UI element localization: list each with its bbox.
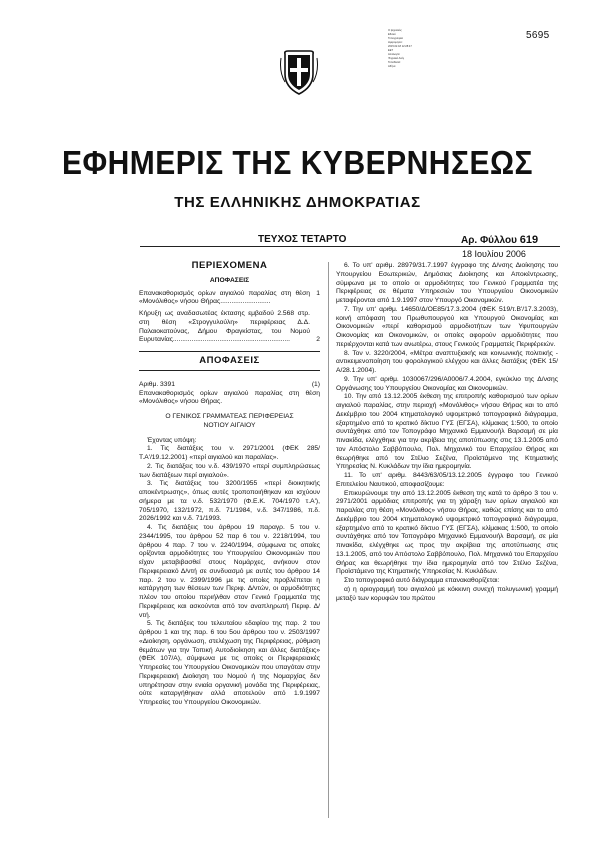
stamp-line: Τυπογραφείο (388, 37, 404, 40)
stamp-line: Ψηφιακό Ανέγ (388, 57, 405, 60)
header-rule (140, 246, 560, 247)
contents-heading: ΠΕΡΙΕΧΟΜΕΝΑ (191, 260, 268, 271)
contents-item-text: Επανακαθορισμός ορίων αιγιαλού παραλίας στη θέση «Μονόλιθος» νήσου Θήρας........................... (139, 289, 310, 306)
contents-item[interactable] (139, 310, 320, 345)
left-column (139, 262, 320, 708)
column-divider (328, 262, 329, 818)
paragraph: Στο τοπογραφικό αυτό διάγραμμα επανακαθορίζεται: (344, 577, 500, 584)
decisions-rule (139, 370, 320, 371)
authority-line: ΝΟΤΙΟΥ ΑΙΓΑΙΟΥ (203, 421, 256, 429)
issue-date: 18 Ιουλίου 2006 (462, 249, 526, 259)
stamp-line: Αθήνα (388, 65, 396, 68)
stamp-line: Ο ψηφιακός (388, 29, 402, 32)
gazette-subtitle: ΤΗΣ ΕΛΛΗΝΙΚΗΣ ΔΗΜΟΚΡΑΤΙΑΣ (174, 194, 421, 211)
decision-subject: Επανακαθορισμός ορίων αιγιαλού παραλίας στη θέση «Μονόλιθος» νήσου Θήρας. (139, 389, 320, 406)
contents-item-page: 1 (316, 289, 320, 297)
page-number: 5695 (526, 30, 550, 41)
paragraph: 6. Το υπ' αριθμ. 28979/31.7.1997 έγγραφο της Δ/νσης Διοίκησης του Υπουργείου Εσωτερικών, Δημόσιας Διοίκησης και Αποκέντρωσης, σύμφωνα με το οποίο οι αρμοδιότητες του Γενικού Γραμματέα της Περιφέρειας σε θέματα Υπηρεσιών του Υπουργείου Οικονομικών μεταφέρονται από 1.9.1997 στον Υπουργό Οικονομικών. (336, 262, 558, 304)
contents-rule (139, 351, 320, 352)
stamp-line: Ημερομηνία: (388, 41, 403, 44)
sheet-number: 619 (519, 234, 539, 246)
sheet-label: Αρ. Φύλλου (461, 235, 517, 246)
contents-item-page: 2 (316, 336, 320, 344)
paragraph: 3. Τις διατάξεις του 3200/1955 «περί διοικητικής αποκέντρωσης», όπως αυτές τροποποιήθηκαν και ισχύουν σήμερα με τα ν.δ. 532/1970 (Φ.Ε.Κ. 704/1970 τ.Α'), 705/1970, 132/1972, π.δ. 71/1984, ν.δ. 347/1986, π.δ. 2026/1992 και ν.δ. 71/1993. (139, 480, 320, 523)
paragraph: α) η οριογραμμή του αιγιαλού με κόκκινη συνεχή πολυγωνική γραμμή μεταξύ των κορυφών του πρώτου (336, 585, 558, 602)
decision-reference (139, 381, 320, 390)
considering-label: Έχοντας υπόψη: (147, 436, 197, 444)
stamp-line: Εθνικό (388, 33, 396, 36)
contents-section-label: ΑΠΟΦΑΣΕΙΣ (209, 276, 250, 284)
paragraph: 5. Τις διατάξεις του τελευταίου εδαφίου της παρ. 2 του άρθρου 1 και της παρ. 6 του 5ου άρθρου του ν. 2503/1997 «Διοίκηση, οργάνωση, στελέχωση της Περιφέρειας, ρύθμιση θεμάτων για την Τοπική Αυτοδιοίκηση και άλλες διατάξεις» (ΦΕΚ 107/Α), σύμφωνα με τις οποίες οι Περιφερειακές Υπηρεσίες του Υπουργείου Οικονομικών που υπαγόταν στην Περιφερειακή Διοίκηση του Νομού ή της Νομαρχίας δεν υπηρέτησαν στην ενιαία οργανική μονάδα της Περιφέρειας, ούτε καταργήθηκαν αλλά αποτελούν από 1.9.1997 Υπηρεσίες του Υπουργείου Οικονομικών. (139, 620, 320, 706)
stamp-line: Τοποθεσία: (388, 61, 401, 64)
issue-label: ΤΕΥΧΟΣ ΤΕΤΑΡΤΟ (258, 234, 347, 245)
paragraph: 4. Τις διατάξεις του άρθρου 19 παραγρ. 5 του ν. 2344/1995, του άρθρου 52 παρ 6 του ν. 2218/1994, του άρθρου 4 παρ. 7 του ν. 2240/1994, σύμφωνα τις οποίες ορίζονται αρμοδιότητες του Υπουργείου Οικονομικών που είχαν μεταβιβασθεί στους Νομάρχες, ανήκουν στον Περιφερειακό Δ/ντή σε συνδυασμό με αυτές του άρθρου 14 παρ. 2 του ν. 2399/1996 με τις οποίες προβλέπεται η κατάργηση των θέσεων των Περιφ. Δ/ντών, οι αρμοδιότητες πλέον του οποίου περιήλθαν στον Γενικό Γραμματέα της Περιφέρειας και ασκούνται από τον αναπληρωτή Περιφ. Δ/ντή. (139, 524, 320, 619)
decisions-heading: ΑΠΟΦΑΣΕΙΣ (199, 355, 260, 366)
right-column (336, 262, 558, 603)
contents-item-text: Κήρυξη ως αναδασωτέας έκτασης εμβαδού 2.568 στρ. στη θέση «Στρογγυλούλη» περιφέρειας Δ.Δ. Παλαιοκατούνας, Δήμου Φραγκίστας, του Νομού Ευρυτανίας............................................................... (139, 310, 310, 344)
decision-marker: (1) (311, 380, 320, 388)
stamp-line: EET (388, 49, 394, 52)
paragraph: 10. Την από 13.12.2005 έκθεση της επιτροπής καθορισμού των ορίων αιγιαλού παραλίας, στην περιοχή «Μονόλιθος» νήσου Θήρας και το από Δεκέμβριο του 2004 κτηματολογικό υψομετρικό τοπογραφικό διάγραμμα, εξαρτημένο από το κρατικό δίκτυο ΓΥΣ (ΕΓΣΑ), κλίμακας 1:500, το οποίο συντάχθηκε από τον Τοπογράφο Μηχανικό Εμμανουήλ Βαρσαμή σε μία πινακίδα, ελέγχθηκε για την ακρίβεια της αποτύπωσης στις 13.1.2005 από τον Απόστολο Σαββόπουλο, Πολ. Μηχανικό του Επαρχείου Θήρας και θεωρήθηκε από τον Στέλιο Σεζένα, Προϊστάμενο της Κτηματικής Υπηρεσίας Ν. Κυκλάδων την ίδια ημερομηνία. (336, 393, 558, 471)
sheet-number-line (461, 234, 538, 246)
paragraph: 7. Την υπ' αριθμ. 14650/Δ/ΟΕ85/17.3.2004 (ΦΕΚ 519/τ.Β'/17.3.2003), κοινή απόφαση του Πρωθυπουργού και Υπουργού Οικονομίας και Οικονομικών «περί καθορισμού αρμοδιοτήτων των Υφυπουργών Οικονομίας και Οικονομικών, οι οποίες αφορούν αρμοδιότητες που περιέρχονται κατά των ανωτέρω, στους Γενικούς Γραμματείς Περιφέρειών. (336, 305, 558, 348)
authority-line: Ο ΓΕΝΙΚΟΣ ΓΡΑΜΜΑΤΕΑΣ ΠΕΡΙΦΕΡΕΙΑΣ (165, 413, 294, 420)
gazette-title: ΕΦΗΜΕΡΙΣ ΤΗΣ ΚΥΒΕΡΝΗΣΕΩΣ (61, 144, 534, 182)
stamp-line: Αιτιολογία: (388, 53, 401, 56)
decision-number: Αριθμ. 3391 (139, 380, 175, 388)
paragraph: 9. Την υπ' αριθμ. 1030067/296/Α0006/7.4.2004, εγκύκλιο της Δ/νσης Οργάνωσης του Υπουργείου Οικονομίας και Οικονομικών. (336, 375, 558, 392)
paragraph: 11. Το υπ' αριθμ. 8443/63/05/13.12.2005 έγγραφο του Γενικού Επιτελείου Ναυτικού, αποφασίζουμε: (336, 472, 558, 488)
paragraph: 8. Τον ν. 3220/2004, «Μέτρα αναπτυξιακής και κοινωνικής πολιτικής - αντικειμενοποίηση του φορολογικού ελέγχου και άλλες διατάξεις (ΦΕΚ 15/Α/28.1.2004). (336, 349, 558, 374)
contents-item[interactable] (139, 290, 320, 308)
stamp-line: 2015.02.18 12:28:47 (388, 45, 412, 48)
paragraph: Επικυρώνουμε την από 13.12.2005 έκθεση της κατά το άρθρο 3 του ν. 2971/2001 αρμόδιας επιτροπής για τη χάραξη των ορίων αιγιαλού και παραλίας στη θέση «Μονόλιθος» νήσου Θήρας, καθώς επίσης και το από Δεκέμβριο του 2004 κτηματολογικό υψομετρικό τοπογραφικό διάγραμμα, εξαρτημένο από το κρατικό δίκτυο ΓΥΣ (ΕΓΣΑ), κλίμακας 1:500, το οποίο συντάχθηκε από τον Τοπογράφο Μηχανικό Εμμανουήλ Βαρσαμή, σε μία πινακίδα, ελέγχθηκε ως προς την ακρίβεια της αποτύπωσης στις 13.1.2005, από τον Απόστολο Σαββόπουλο, Πολ. Μηχανικό του Επαρχείου Θήρας και θεωρήθηκε την ίδια ημερομηνία από τον Στέλιο Σεζένα, Προϊστάμενο της Κτηματικής Υπηρεσίας Ν. Κυκλάδων. (336, 489, 558, 576)
digital-signature-stamp (388, 29, 450, 69)
paragraph: 1. Τις διατάξεις του ν. 2971/2001 (ΦΕΚ 285/Τ.Α'/19.12.2001) «περί αιγιαλού και παραλίας». (139, 445, 320, 461)
paragraph: 2. Τις διατάξεις του ν.δ. 439/1970 «περί συμπληρώσεως των διατάξεων περί αιγιαλού». (139, 462, 320, 479)
greek-coat-of-arms-icon (279, 50, 319, 96)
